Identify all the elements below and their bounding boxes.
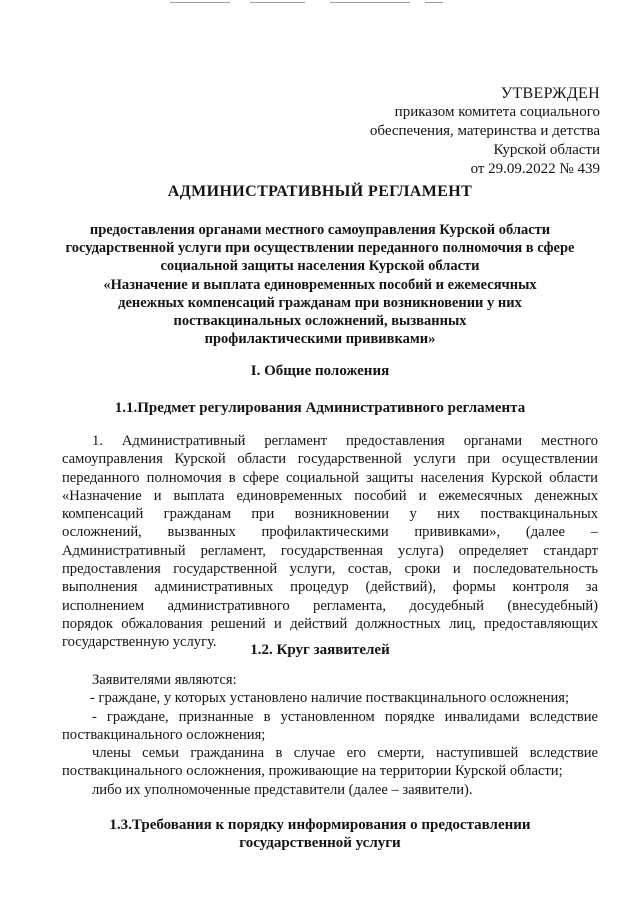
paragraph-line: выполнения административных процедур (действий), формы контроля за bbox=[62, 579, 598, 596]
approval-line: обеспечения, материнства и детства bbox=[369, 123, 600, 139]
subtitle-line: профилактическими прививками» bbox=[204, 331, 436, 348]
document-subtitle bbox=[40, 221, 600, 348]
subsection-heading-line: 1.3.Требования к порядку информирования о предоставлении bbox=[109, 817, 531, 833]
subtitle-line: «Назначение и выплата единовременных пособий и ежемесячных bbox=[103, 276, 537, 293]
subsection-heading-1-1: 1.1.Предмет регулирования Административного регламента bbox=[114, 400, 526, 416]
applicant-item: либо их уполномоченные представители (далее – заявители). bbox=[92, 781, 473, 798]
document-title: АДМИНИСТРАТИВНЫЙ РЕГЛАМЕНТ bbox=[167, 183, 473, 200]
subtitle-line: денежных компенсаций гражданам при возникновении у них bbox=[118, 294, 522, 311]
paragraph-1 bbox=[62, 432, 598, 652]
paragraph-line: «Назначение и выплата единовременных пособий и ежемесячных денежных bbox=[62, 487, 598, 504]
paragraph-line: государственную услугу. bbox=[62, 634, 217, 651]
subsection-heading-1-2: 1.2. Круг заявителей bbox=[250, 642, 390, 658]
applicants-intro: Заявителями являются: bbox=[92, 672, 237, 688]
subtitle-line: социальной защиты населения Курской области bbox=[160, 258, 480, 275]
subsection-heading-line: государственной услуги bbox=[239, 835, 401, 851]
applicant-item-continued: поствакцинального осложнения, проживающие на территории Курской области; bbox=[62, 763, 563, 780]
paragraph-line: порядок обжалования решений и действий должностных лиц, предоставляющих bbox=[62, 615, 598, 632]
subtitle-line: государственной услуги при осуществлении переданного полномочия в сфере bbox=[65, 240, 575, 257]
paragraph-line: предоставления государственной услуги, состав, сроки и последовательность bbox=[62, 561, 598, 578]
applicant-item: члены семьи гражданина в случае его смерти, наступившей вследствие bbox=[92, 745, 598, 762]
applicants-list bbox=[62, 671, 598, 799]
paragraph-line: 1. Административный регламент предоставления органами местного bbox=[92, 433, 598, 449]
approval-line: Курской области bbox=[493, 142, 600, 158]
subtitle-line: поствакцинальных осложнений, вызванных bbox=[173, 313, 467, 330]
approval-heading: УТВЕРЖДЕН bbox=[500, 85, 600, 102]
applicant-item: - граждане, признанные в установленном порядке инвалидами вследствие bbox=[92, 708, 598, 725]
subtitle-line: предоставления органами местного самоуправления Курской области bbox=[89, 222, 551, 238]
paragraph-line: исполнением административного регламента, досудебный (внесудебный) bbox=[62, 597, 598, 614]
approval-stamp-block bbox=[370, 84, 600, 179]
paragraph-line: осложнений, вызванных профилактическими прививками», (далее – bbox=[62, 524, 598, 541]
approval-line: приказом комитета социального bbox=[394, 104, 600, 120]
paragraph-line: компенсаций гражданам при возникновении у них поствакцинальных bbox=[62, 506, 598, 523]
paragraph-line: самоуправления Курской области государственной услуги при осуществлении bbox=[62, 451, 598, 468]
subsection-heading-1-3 bbox=[0, 816, 640, 852]
section-heading: I. Общие положения bbox=[250, 363, 390, 379]
applicant-item-continued: поствакцинального осложнения; bbox=[62, 726, 266, 743]
paragraph-line: переданного полномочия в сфере социальной защиты населения Курской области bbox=[62, 469, 598, 486]
scan-edge-marks bbox=[0, 0, 640, 8]
paragraph-line: Административный регламент, государственная услуга) определяет стандарт bbox=[62, 542, 598, 559]
approval-order-number: от 29.09.2022 № 439 bbox=[470, 161, 600, 177]
applicant-item: - граждане, у которых установлено наличие поствакцинального осложнения; bbox=[90, 690, 570, 707]
